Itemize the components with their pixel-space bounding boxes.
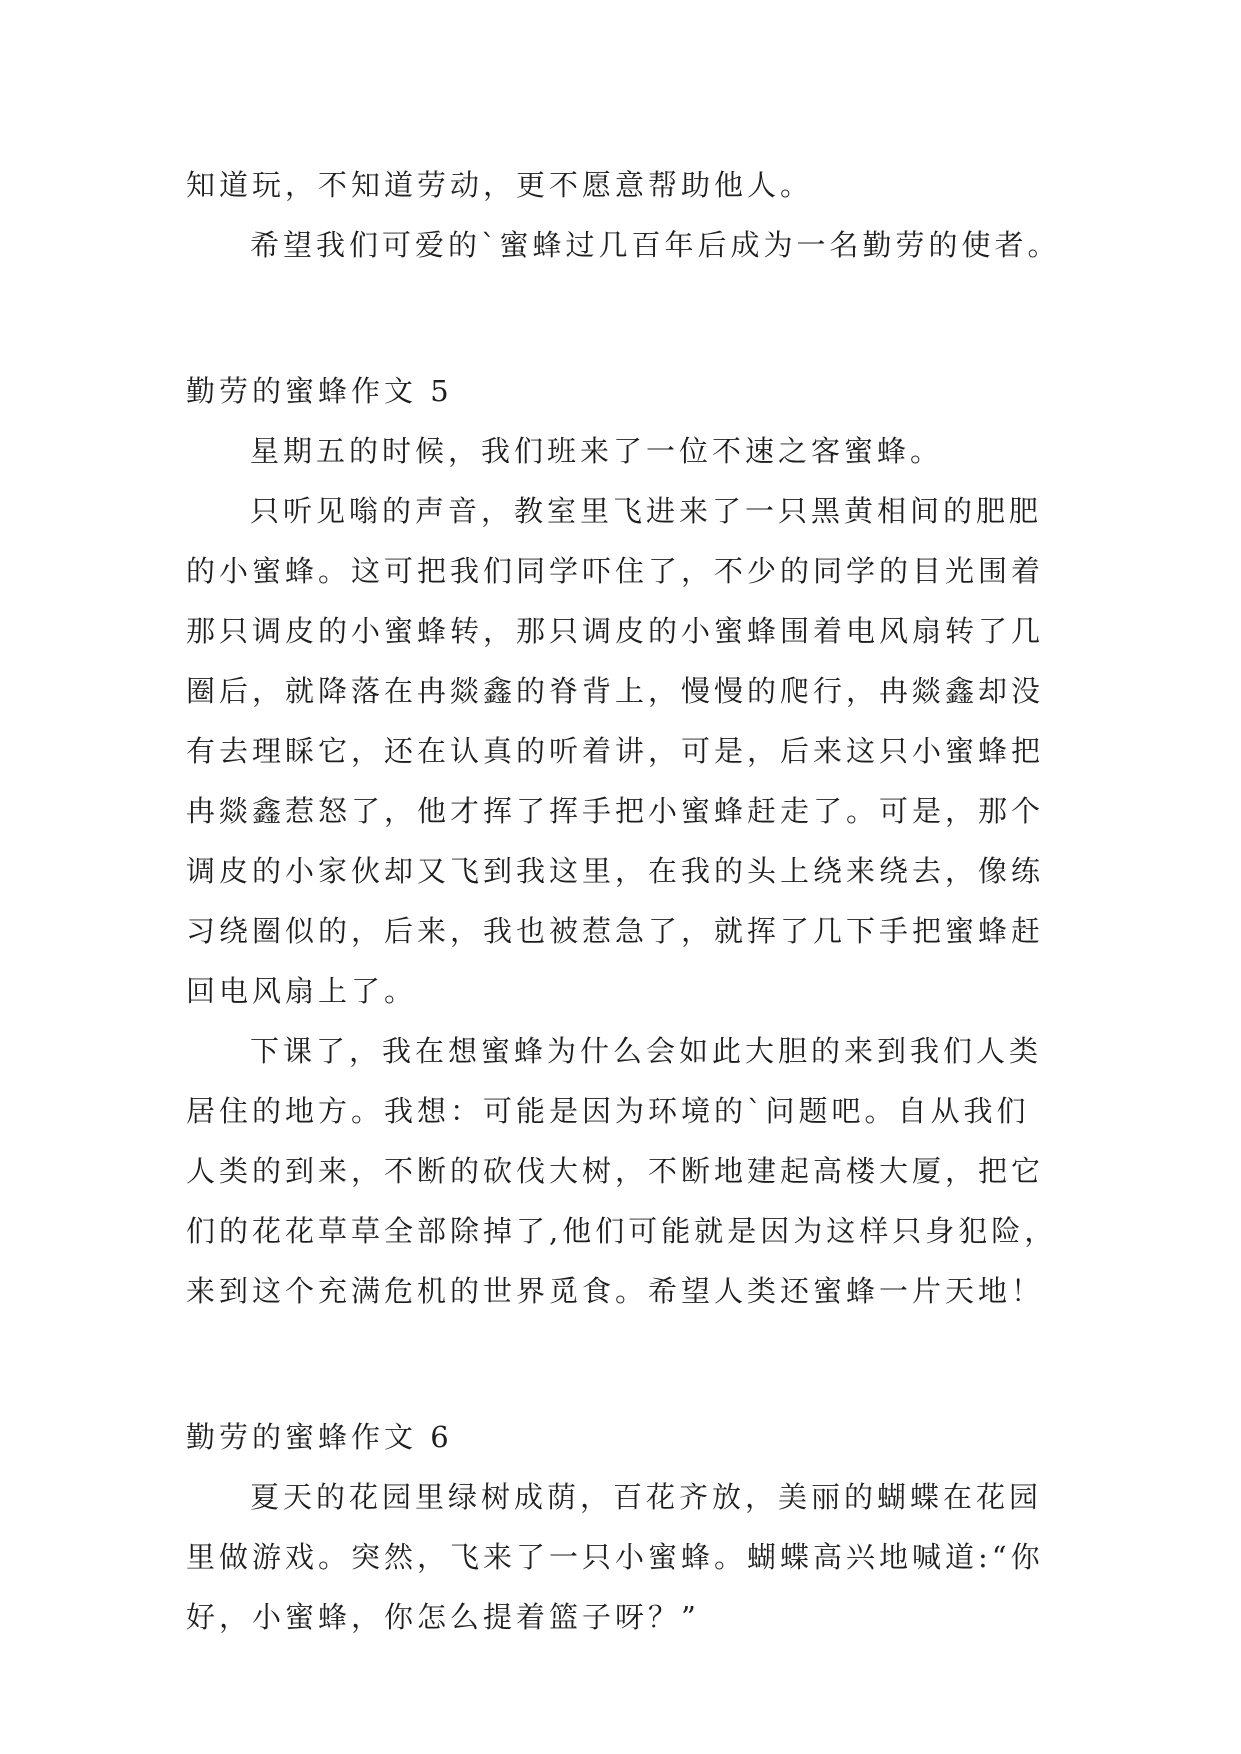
paragraph-line: 星期五的时候，我们班来了一位不速之客蜜蜂。: [250, 434, 944, 468]
paragraph-line: 冉燚鑫惹怒了，他才挥了挥手把小蜜蜂赶走了。可是，那个: [186, 794, 1045, 828]
paragraph-line: 的小蜜蜂。这可把我们同学吓住了，不少的同学的目光围着: [186, 554, 1045, 588]
paragraph-line: 只听见嗡的声音，教室里飞进来了一只黑黄相间的肥肥: [250, 494, 1043, 528]
paragraph-line: 居住的地方。我想：可能是因为环境的`问题吧。自从我们: [186, 1094, 1030, 1128]
paragraph-line: 里做游戏。突然，飞来了一只小蜜蜂。蝴蝶高兴地喊道:“你: [186, 1540, 1044, 1574]
paragraph-line: 知道玩，不知道劳动，更不愿意帮助他人。: [186, 168, 814, 202]
paragraph-line: 有去理睬它，还在认真的听着讲，可是，后来这只小蜜蜂把: [186, 734, 1045, 768]
paragraph-line: 们的花花草草全部除掉了,他们可能就是因为这样只身犯险，: [186, 1214, 1058, 1248]
paragraph-line: 调皮的小家伙却又飞到我这里，在我的头上绕来绕去，像练: [186, 854, 1045, 888]
document-body: [186, 155, 1071, 1647]
paragraph-line: 回电风扇上了。: [186, 974, 418, 1008]
section-heading: 勤劳的蜜蜂作文 5: [186, 374, 453, 408]
section-gap: [186, 1321, 1071, 1407]
section-gap: [186, 275, 1071, 361]
paragraph-line: 那只调皮的小蜜蜂转，那只调皮的小蜜蜂围着电风扇转了几: [186, 614, 1045, 648]
paragraph-line: 圈后，就降落在冉燚鑫的脊背上，慢慢的爬行，冉燚鑫却没: [186, 674, 1045, 708]
section-heading: 勤劳的蜜蜂作文 6: [186, 1420, 453, 1454]
paragraph-line: 人类的到来，不断的砍伐大树，不断地建起高楼大厦，把它: [186, 1154, 1045, 1188]
paragraph-line: 希望我们可爱的`蜜蜂过几百年后成为一名勤劳的使者。: [250, 228, 1061, 262]
section-continuation: [186, 155, 1071, 275]
paragraph-line: 习绕圈似的，后来，我也被惹急了，就挥了几下手把蜜蜂赶: [186, 914, 1045, 948]
section-essay-6: [186, 1407, 1071, 1647]
paragraph-line: 下课了，我在想蜜蜂为什么会如此大胆的来到我们人类: [250, 1034, 1043, 1068]
paragraph-line: 好，小蜜蜂，你怎么提着篮子呀？”: [186, 1600, 700, 1634]
paragraph-line: 来到这个充满危机的世界觅食。希望人类还蜜蜂一片天地！: [186, 1274, 1045, 1308]
paragraph-line: 夏天的花园里绿树成荫，百花齐放，美丽的蝴蝶在花园: [250, 1480, 1043, 1514]
section-essay-5: [186, 361, 1071, 1321]
